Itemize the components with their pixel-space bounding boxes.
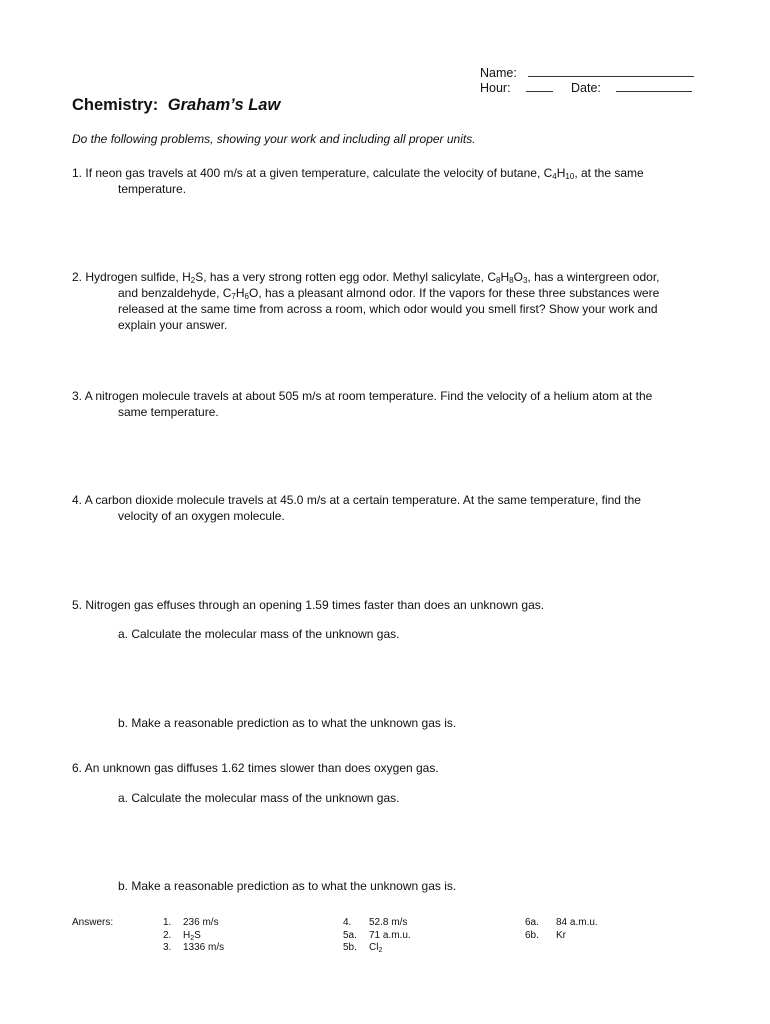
answers-label: Answers:	[72, 917, 114, 928]
question-text: Hydrogen sulfide, H	[85, 270, 191, 284]
subscript: 8	[509, 276, 514, 285]
answer-text: H	[183, 929, 191, 941]
question-5b: b. Make a reasonable prediction as to what the unknown gas is.	[118, 716, 457, 730]
answer-number: 6a.	[525, 917, 539, 928]
question-3	[72, 388, 652, 420]
answer-row	[525, 917, 598, 930]
subscript: 10	[565, 172, 575, 181]
subscript: 4	[552, 172, 557, 181]
question-text-continued: released at the same time from across a room, which odor would you smell first? Show your work and	[118, 302, 658, 316]
answer-value: 71 a.m.u.	[369, 929, 411, 941]
question-text-continued: explain your answer.	[118, 318, 228, 332]
question-text: H	[500, 270, 510, 284]
answer-text: Cl	[369, 942, 379, 953]
answer-number: 6b.	[525, 929, 539, 941]
title-prefix: Chemistry:	[72, 96, 159, 114]
answer-value: Kr	[556, 929, 566, 941]
question-text: An unknown gas diffuses 1.62 times slower than does oxygen gas.	[84, 761, 439, 775]
answer-number: 2.	[163, 929, 172, 941]
answer-row	[343, 930, 411, 943]
answer-number: 5b.	[343, 942, 357, 953]
subscript: 8	[496, 276, 501, 285]
title-topic: Graham’s Law	[167, 96, 281, 114]
date-blank-line[interactable]	[616, 91, 692, 92]
question-text-continued: same temperature.	[118, 405, 219, 419]
question-text: If neon gas travels at 400 m/s at a given temperature, calculate the velocity of butane, C	[85, 166, 553, 180]
question-text: A carbon dioxide molecule travels at 45.0 m/s at a certain temperature. At the same temperature, find the	[84, 493, 641, 507]
question-number: 2.	[72, 270, 83, 284]
question-number: 1.	[72, 166, 83, 180]
question-4	[72, 492, 641, 524]
question-text: , has a wintergreen odor,	[527, 270, 660, 284]
question-6b: b. Make a reasonable prediction as to what the unknown gas is.	[118, 879, 457, 893]
question-text: H	[235, 286, 245, 300]
date-field[interactable]	[571, 81, 692, 95]
question-text-continued	[72, 285, 660, 301]
hour-blank-line[interactable]	[526, 91, 553, 92]
answer-row	[343, 942, 411, 955]
answers-column-1	[163, 917, 224, 955]
answer-text: S	[194, 929, 201, 941]
question-5	[72, 597, 544, 613]
question-5a: a. Calculate the molecular mass of the unknown gas.	[118, 627, 400, 641]
question-2	[72, 269, 660, 333]
subscript: 7	[231, 292, 236, 301]
question-number: 5.	[72, 598, 83, 612]
question-text: Nitrogen gas effuses through an opening 1.59 times faster than does an unknown gas.	[85, 598, 545, 612]
page-title	[72, 96, 280, 115]
answer-number: 5a.	[343, 929, 357, 941]
name-blank-line[interactable]	[528, 76, 694, 77]
question-text: A nitrogen molecule travels at about 505 m/s at room temperature. Find the velocity of a helium atom at the	[84, 389, 653, 403]
answer-value	[369, 942, 411, 955]
subscript: 2	[190, 934, 195, 942]
answer-number: 1.	[163, 917, 172, 928]
question-text: H	[556, 166, 566, 180]
answer-row	[163, 917, 224, 930]
hour-field[interactable]	[480, 81, 553, 95]
question-text: , at the same	[574, 166, 644, 180]
answer-row	[343, 917, 411, 930]
name-field[interactable]	[480, 66, 694, 80]
instructions: Do the following problems, showing your work and including all proper units.	[72, 132, 476, 146]
question-6a: a. Calculate the molecular mass of the unknown gas.	[118, 791, 400, 805]
question-number: 6.	[72, 761, 83, 775]
answer-value	[183, 930, 224, 943]
answers-column-2	[343, 917, 411, 955]
answer-value: 52.8 m/s	[369, 917, 408, 928]
question-text: and benzaldehyde, C	[118, 286, 232, 300]
question-1	[72, 165, 644, 197]
answer-row	[163, 942, 224, 955]
subscript: 2	[378, 947, 383, 954]
question-text: O	[513, 270, 523, 284]
question-text: S, has a very strong rotten egg odor. Methyl salicylate, C	[195, 270, 497, 284]
question-number: 4.	[72, 493, 83, 507]
question-text: O, has a pleasant almond odor. If the vapors for these three substances were	[249, 286, 660, 300]
answer-value: 1336 m/s	[183, 942, 225, 953]
subscript: 2	[190, 276, 196, 285]
question-text-continued: temperature.	[118, 182, 187, 196]
subscript: 6	[244, 292, 249, 301]
answer-number: 4.	[343, 917, 352, 928]
question-number: 3.	[72, 389, 83, 403]
answer-value: 84 a.m.u.	[556, 917, 598, 928]
answer-value: 236 m/s	[183, 917, 219, 928]
name-label: Name:	[480, 66, 517, 80]
answer-row	[163, 930, 224, 943]
answer-row	[525, 930, 598, 943]
hour-label: Hour:	[480, 81, 511, 95]
date-label: Date:	[571, 81, 601, 95]
question-6	[72, 760, 439, 776]
answer-number: 3.	[163, 942, 172, 953]
question-text-continued: velocity of an oxygen molecule.	[118, 509, 285, 523]
subscript: 3	[522, 276, 528, 285]
answers-column-3	[525, 917, 598, 942]
